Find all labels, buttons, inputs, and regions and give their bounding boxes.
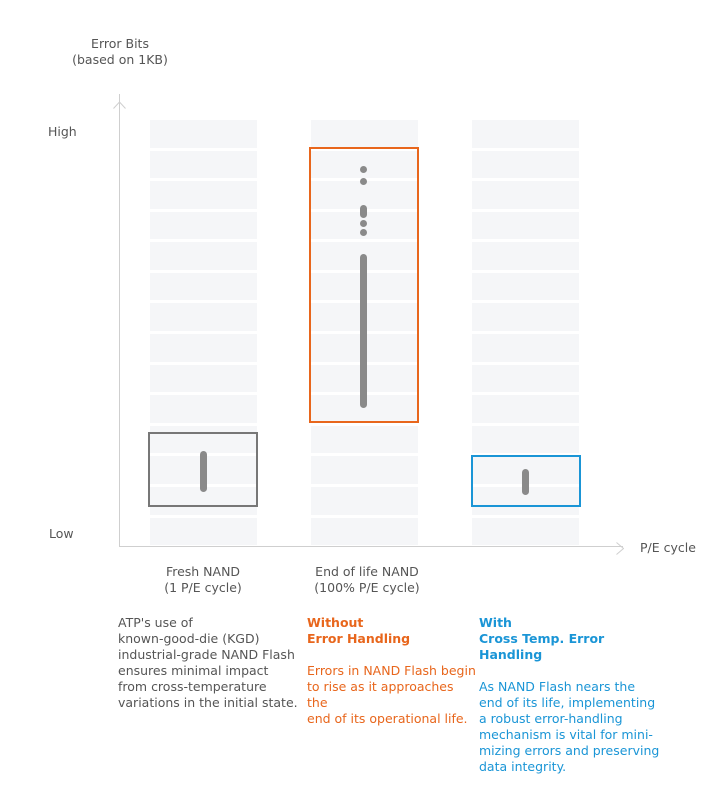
description-without-handling: Without Error Handling Errors in NAND Flash begin to rise as it approaches the end of its operational life. bbox=[307, 615, 476, 726]
y-axis-arrow-icon bbox=[113, 94, 126, 102]
x-axis-label: P/E cycle bbox=[640, 540, 696, 555]
y-tick-high: High bbox=[48, 124, 77, 139]
x-axis bbox=[119, 546, 623, 547]
with-handling-title: With bbox=[479, 615, 512, 630]
eol-error-dot bbox=[360, 166, 367, 173]
eol-error-dot bbox=[360, 178, 367, 185]
eol-error-dots-cluster bbox=[360, 254, 367, 408]
without-handling-title: Without bbox=[307, 615, 364, 630]
eol-error-dot bbox=[360, 205, 367, 218]
with-handling-error-dots bbox=[522, 469, 529, 495]
y-axis-label-line2: (based on 1KB) bbox=[72, 52, 168, 67]
y-axis bbox=[119, 94, 120, 547]
x-axis-arrow-icon bbox=[616, 540, 624, 553]
eol-error-dot bbox=[360, 229, 367, 236]
description-with-handling: With Cross Temp. Error Handling As NAND Flash nears the end of its life, implementing a robust error-handling mechanism is vital for mini- mizing errors and preserving data integrity. bbox=[479, 615, 669, 775]
category-label-end-of-life: End of life NAND (100% P/E cycle) bbox=[314, 564, 420, 595]
y-axis-label bbox=[60, 36, 180, 68]
eol-error-dot bbox=[360, 220, 367, 227]
fresh-error-dots bbox=[200, 451, 207, 492]
y-tick-low: Low bbox=[49, 526, 74, 541]
description-fresh: ATP's use of known-good-die (KGD) industrial-grade NAND Flash ensures minimal impact from cross-temperature variations in the initial state. bbox=[118, 615, 298, 710]
y-axis-label-line1: Error Bits bbox=[91, 36, 149, 51]
category-label-fresh: Fresh NAND (1 P/E cycle) bbox=[164, 564, 242, 595]
